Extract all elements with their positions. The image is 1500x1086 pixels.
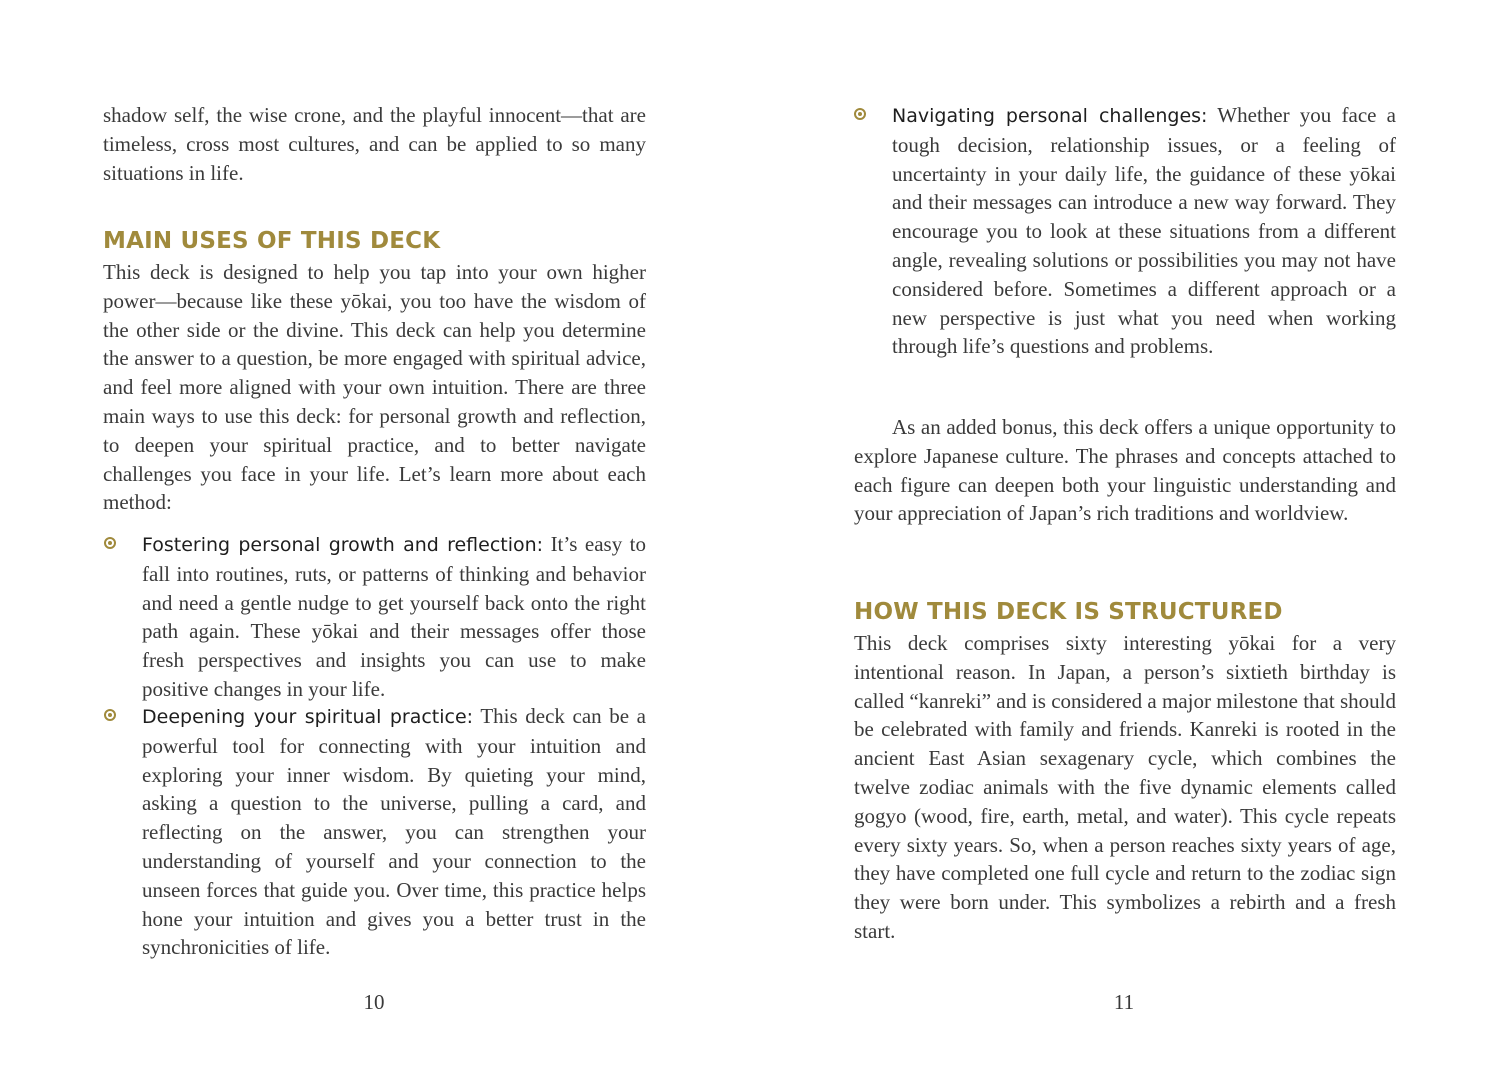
- bullet-lead: Navigating personal challenges:: [892, 105, 1208, 127]
- bullet-item-spiritual-practice: [142, 702, 646, 962]
- section-heading-structure: HOW THIS DECK IS STRUCTURED: [854, 599, 1283, 625]
- section-heading-main-uses: MAIN USES OF THIS DECK: [103, 228, 441, 254]
- bullet-body: This deck can be a powerful tool for connecting with your intuition and exploring your inner wisdom. By quieting your mind, asking a question to the universe, pulling a card, and reflecting on the answer, you can strengthen your understanding of yourself and your connection to the unseen forces that guide you. Over time, this practice helps hone your intuition and gives you a better trust in the synchronicities of life.: [142, 704, 647, 960]
- right-page: [750, 0, 1500, 1086]
- bullet-icon: [854, 108, 866, 120]
- bullet-text: [142, 530, 646, 704]
- bullet-icon: [104, 537, 116, 549]
- bullet-item-personal-challenges: [892, 101, 1396, 361]
- bullet-item-personal-growth: [142, 530, 646, 704]
- bullet-text: [142, 702, 646, 962]
- bullet-icon: [104, 709, 116, 721]
- main-uses-paragraph: This deck is designed to help you tap into your own higher power—because like these yōkai, you too have the wisdom of the other side or the divine. This deck can help you determine the answer to a question, be more engaged with spiritual advice, and feel more aligned with your own intuition. There are three main ways to use this deck: for personal growth and reflection, to deepen your spiritual practice, and to better navigate challenges you face in your life. Let’s learn more about each method:: [103, 260, 646, 515]
- intro-fragment: shadow self, the wise crone, and the playful innocent—that are timeless, cross most cultures, and can be applied to so many situations in life.: [103, 103, 646, 185]
- bullet-text: [892, 101, 1396, 361]
- bullet-lead: Deepening your spiritual practice:: [142, 706, 474, 728]
- bullet-lead: Fostering personal growth and reflection:: [142, 534, 544, 556]
- page-number: 11: [1113, 990, 1135, 1014]
- bullet-body: It’s easy to fall into routines, ruts, or patterns of thinking and behavior and need a gentle nudge to get yourself back onto the right path again. These yōkai and their messages offer those fresh perspectives and insights you can use to make positive changes in your life.: [142, 532, 647, 701]
- page-number: 10: [363, 990, 385, 1014]
- bonus-paragraph: As an added bonus, this deck offers a unique opportunity to explore Japanese culture. The phrases and concepts attached to each figure can deepen both your linguistic understanding and your appreciation of Japan’s rich traditions and worldview.: [854, 415, 1396, 526]
- bullet-body: Whether you face a tough decision, relationship issues, or a feeling of uncertainty in your daily life, the guidance of these yōkai and their messages can introduce a new way forward. They encourage you to look at these situations from a different angle, revealing solutions or possibilities you may not have considered before. Sometimes a different approach or a new perspective is just what you need when working through life’s questions and problems.: [892, 103, 1397, 359]
- structure-paragraph: This deck comprises sixty interesting yōkai for a very intentional reason. In Japan, a person’s sixtieth birthday is called “kanreki” and is considered a major milestone that should be celebrated with family and friends. Kanreki is rooted in the ancient East Asian sexagenary cycle, which combines the twelve zodiac animals with the five dynamic elements called gogyo (wood, fire, earth, metal, and water). This cycle repeats every sixty years. So, when a person reaches sixty years of age, they have completed one full cycle and return to the zodiac sign they were born under. This symbolizes a rebirth and a fresh start.: [854, 631, 1396, 943]
